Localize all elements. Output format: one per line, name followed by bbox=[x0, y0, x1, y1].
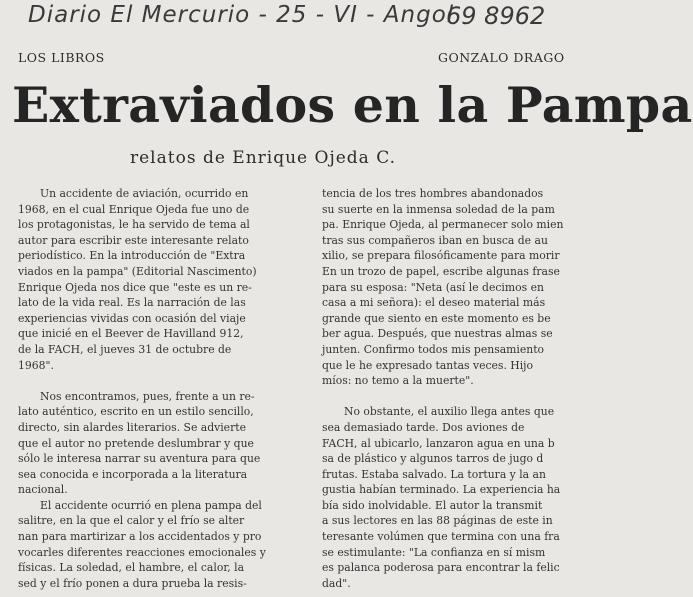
text-line: a sus lectores en las 88 páginas de este in bbox=[322, 514, 553, 528]
text-line: viados en la pampa" (Editorial Nascimento) bbox=[18, 264, 257, 278]
text-line: nacional. bbox=[18, 483, 68, 497]
text-line: bía sido inolvidable. El autor la transmit bbox=[322, 498, 543, 512]
text-line: Un accidente de aviación, ocurrido en bbox=[40, 187, 249, 200]
text-line: sea demasiado tarde. Dos aviones de bbox=[322, 420, 525, 434]
text-line: de la FACH, el jueves 31 de octubre de bbox=[18, 342, 232, 356]
text-line: xilio, se prepara filosóficamente para morir bbox=[322, 249, 560, 263]
text-line: pa. Enrique Ojeda, al permanecer solo mien bbox=[322, 218, 564, 232]
section-label: LOS LIBROS bbox=[18, 50, 105, 65]
text-line: casa a mi señora): el deseo material más bbox=[322, 296, 546, 310]
author-name: GONZALO DRAGO bbox=[438, 50, 565, 65]
text-line: Enrique Ojeda nos dice que "este es un re- bbox=[18, 280, 252, 294]
text-line: se estimulante: "La confianza en sí mism bbox=[322, 545, 546, 559]
handwritten-note: Diario El Mercurio - 25 - VI - Angol bbox=[28, 2, 455, 28]
text-line: experiencias vividas con ocasión del viaje bbox=[18, 311, 246, 325]
text-line: 1968". bbox=[18, 358, 54, 372]
text-line: lato auténtico, escrito en un estilo sencillo, bbox=[18, 405, 254, 419]
text-line: teresante volúmen que termina con una fra bbox=[322, 530, 560, 544]
text-line: físicas. La soledad, el hambre, el calor, la bbox=[18, 561, 245, 575]
text-line: que le he expresado tantas veces. Hijo bbox=[322, 358, 534, 372]
paragraph-gap bbox=[322, 389, 600, 405]
text-line: dad". bbox=[322, 576, 351, 590]
text-line: ber agua. Después, que nuestras almas se bbox=[322, 327, 553, 341]
text-line: autor para escribir este interesante relato bbox=[18, 233, 249, 247]
text-line: gustia habían terminado. La experiencia ha bbox=[322, 483, 561, 497]
text-line: Nos encontramos, pues, frente a un re- bbox=[40, 389, 255, 403]
text-line: vocarles diferentes reacciones emocionales y bbox=[18, 545, 266, 559]
text-line: El accidente ocurrió en plena pampa del bbox=[40, 498, 262, 512]
text-line: lato de la vida real. Es la narración de las bbox=[18, 296, 246, 310]
text-line: tras sus compañeros iban en busca de au bbox=[322, 233, 548, 247]
text-line: tencia de los tres hombres abandonados bbox=[322, 187, 544, 200]
text-line: salitre, en la que el calor y el frío se alter bbox=[18, 514, 245, 528]
text-line: sea conocida e incorporada a la literatura bbox=[18, 467, 248, 481]
article-title: Extraviados en la Pampa bbox=[12, 76, 693, 134]
text-line: sólo le interesa narrar su aventura para que bbox=[18, 452, 261, 466]
article-subtitle: relatos de Enrique Ojeda C. bbox=[130, 148, 397, 168]
text-line: grande que siento en este momento es be bbox=[322, 311, 551, 325]
text-line: En un trozo de papel, escribe algunas frase bbox=[322, 264, 560, 278]
text-line: nan para martirizar a los accidentados y pro bbox=[18, 530, 262, 544]
text-line: No obstante, el auxilio llega antes que bbox=[344, 405, 555, 419]
text-line: periodístico. En la introducción de "Extra bbox=[18, 249, 246, 263]
paragraph-gap bbox=[18, 373, 300, 389]
text-line: sed y el frío ponen a dura prueba la resis- bbox=[18, 576, 247, 590]
text-line: que inicié en el Beever de Havilland 912, bbox=[18, 327, 244, 341]
text-line: míos: no temo a la muerte". bbox=[322, 374, 474, 388]
text-line: FACH, al ubicarlo, lanzaron agua en una b bbox=[322, 436, 555, 450]
text-line: junten. Confirmo todos mis pensamiento bbox=[322, 342, 545, 356]
text-line: es palanca poderosa para encontrar la felic bbox=[322, 561, 560, 575]
text-line: para su esposa: "Neta (así le decimos en bbox=[322, 280, 544, 294]
left-column bbox=[18, 186, 300, 591]
right-column bbox=[322, 186, 600, 591]
text-line: directo, sin alardes literarios. Se advierte bbox=[18, 420, 246, 434]
text-line: que el autor no pretende deslumbrar y que bbox=[18, 436, 254, 450]
text-line: frutas. Estaba salvado. La tortura y la an bbox=[322, 467, 546, 481]
text-line: 1968, en el cual Enrique Ojeda fue uno de bbox=[18, 202, 250, 216]
text-line: sa de plástico y algunos tarros de jugo d bbox=[322, 452, 544, 466]
reference-number: 69 8962 bbox=[446, 2, 546, 30]
text-line: los protagonistas, le ha servido de tema al bbox=[18, 218, 250, 232]
text-line: su suerte en la inmensa soledad de la pam bbox=[322, 202, 555, 216]
